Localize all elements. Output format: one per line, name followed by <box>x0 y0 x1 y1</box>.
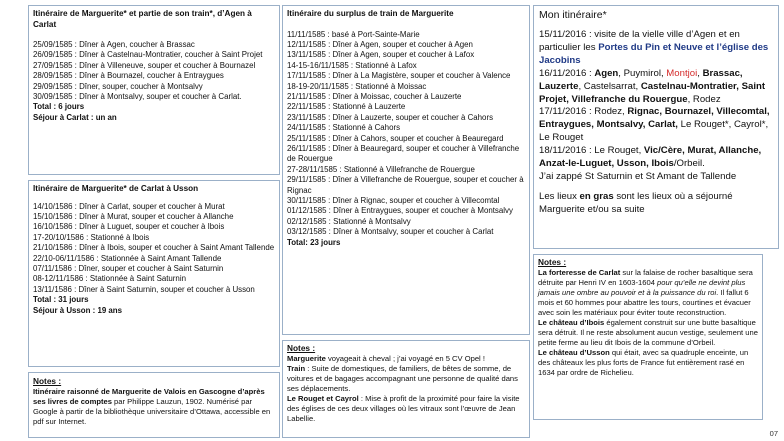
list-item: 11/11/1585 : basé à Port-Sainte-Marie <box>287 29 420 39</box>
note-paragraph <box>287 394 525 424</box>
itinerary-day <box>539 145 773 171</box>
stay-duration: Séjour à Carlat : un an <box>33 112 117 122</box>
itinerary-day <box>539 29 773 68</box>
itinerary-agen-carlat-box <box>28 5 280 175</box>
list-item: 26/11/1585 : Dîner à Beauregard, souper et coucher à Villefranche de Rouergue <box>287 143 522 164</box>
total-days: Total: 23 jours <box>287 237 341 247</box>
separator: , <box>697 67 703 79</box>
note-definition: qui était, avec sa quadruple enceinte, un des châteaux les plus forts de France fut entièrement rasé en 1634 par ordre de Richelieu. <box>538 348 749 378</box>
source-notes-box <box>28 372 280 438</box>
list-item: 02/12/1585 : Stationné à Montsalvy <box>287 216 411 226</box>
list-item: 15/10/1586 : Dîner à Murat, souper et coucher à Allanche <box>33 211 234 221</box>
skipped-places: J’ai zappé St Saturnin et St Amant de Tallende <box>539 170 737 182</box>
castle-notes-box <box>533 254 763 420</box>
highlight-places: Portes du Pin et Neuve et l’église des Jacobins <box>539 41 769 66</box>
itinerary-day <box>539 106 773 145</box>
total-days: Total : 6 jours <box>33 102 85 112</box>
itinerary-day-text: 15/11/2016 : visite de la vielle ville d’Agen et en particulier les <box>539 29 740 53</box>
legend-part: Les lieux <box>539 190 580 202</box>
total-days: Total : 31 jours <box>33 295 89 305</box>
itinerary-day-text: Le Rouget*, Cayrol*, Le Rouget <box>539 119 769 144</box>
list-item: 25/09/1585 : Dîner à Agen, coucher à Brassac <box>33 40 195 49</box>
list-item: 21/11/1585 : Dîner à Moissac, coucher à Lauzerte <box>287 91 462 101</box>
list-item: 27-28/11/1585 : Stationné à Villefranche de Rouergue <box>287 164 475 174</box>
page-number: 07 <box>769 429 778 438</box>
highlight-places: Vic/Cère, Murat, Allanche, Anzat-le-Luguet, Usson, Ibois <box>539 145 762 170</box>
note-term: Marguerite <box>287 353 326 363</box>
my-itinerary-box <box>533 5 779 249</box>
itinerary-day-text: /Orbeil. <box>673 158 705 170</box>
list-item: 01/12/1585 : Dîner à Entraygues, souper et coucher à Montsalvy <box>287 206 513 216</box>
list-item: 29/09/1585 : Dîner, souper, coucher à Montsalvy <box>33 81 203 91</box>
list-item: 08-12/11/1586 : Stationnée à Saint Saturnin <box>33 274 186 284</box>
list-item: 23/11/1585 : Dîner à Lauzerte, souper et coucher à Cahors <box>287 112 494 122</box>
note-definition: : Suite de domestiques, de familiers, de bêtes de somme, de voitures et de bagages accompagnant une personne de qualité dans ses déplacements. <box>287 363 518 393</box>
note-term: Le château d’Usson <box>538 348 610 358</box>
itinerary-day-date: 16/11/2016 : <box>539 67 595 79</box>
itinerary-day-text: , Puymirol, <box>618 67 667 79</box>
list-item: 25/11/1585 : Dîner à Cahors, souper et coucher à Beauregard <box>287 133 504 143</box>
itinerary-surplus-train-box <box>282 5 530 335</box>
legend-bold: en gras <box>579 190 614 202</box>
notes-heading: Notes : <box>33 376 62 386</box>
list-item: 14/10/1586 : Dîner à Carlat, souper et coucher à Murat <box>33 201 225 211</box>
source-details: par Philippe Lauzun, 1902. Numérisé par Google à partir de la bibliothèque universitaire d’Ottawa, accessible en pdf sur Internet. <box>33 396 271 426</box>
itinerary-agen-carlat-title: Itinéraire de Marguerite* et partie de son train*, d’Agen à Carlat <box>33 9 252 29</box>
note-paragraph <box>538 268 758 318</box>
note-paragraph <box>287 364 525 394</box>
note-term: Train <box>287 363 306 373</box>
list-item: 16/10/1586 : Dîner à Luguet, souper et coucher à Ibois <box>33 222 225 232</box>
list-item: 17/11/1585 : Dîner à La Magistère, souper et coucher à Valence <box>287 71 511 81</box>
list-item: 14-15-16/11/1585 : Stationné à Lafox <box>287 60 417 70</box>
my-itinerary-title: Mon itinéraire* <box>539 9 607 21</box>
itinerary-day <box>539 68 773 107</box>
train-notes-box <box>282 340 530 438</box>
notes-heading: Notes : <box>287 343 316 353</box>
list-item: 13/11/1586 : Dîner à Saint Saturnin, souper et coucher à Usson <box>33 284 255 294</box>
list-item: 22/11/1585 : Stationné à Lauzerte <box>287 102 406 112</box>
note-definition: sur la falaise de rocher basaltique sera détruite par Henri IV en 1603-1604 <box>538 267 753 287</box>
highlight-places: Brassac, Lauzerte <box>539 67 743 92</box>
note-paragraph <box>538 318 758 348</box>
note-paragraph <box>538 348 758 378</box>
itinerary-surplus-train-title: Itinéraire du surplus de train de Marguerite <box>287 9 454 18</box>
source-note-text <box>33 387 275 427</box>
list-item: 22/10-06/11/1586 : Stationnée à Saint Amant Tallende <box>33 253 222 263</box>
list-item: 28/09/1585 : Dîner à Bournazel, coucher à Entraygues <box>33 71 224 81</box>
note-definition: . Il fallut 6 mois et 60 hommes pour abattre les tours, courtines et évacuer avec soin les matériaux pour éviter toute reconstruction. <box>538 287 751 317</box>
note-definition: voyageait à cheval ; j’ai voyagé en 5 CV Opel ! <box>325 353 485 363</box>
list-item: 17-20/10/1586 : Stationné à Ibois <box>33 232 150 242</box>
list-item: 21/10/1586 : Dîner à Ibois, souper et coucher à Saint Amant Tallende <box>33 243 275 253</box>
legend-part: sont les lieux où a séjourné Marguerite et/ou sa suite <box>539 190 733 215</box>
list-item: 26/09/1585 : Dîner à Castelnau-Montratier, coucher à Saint Projet <box>33 50 263 60</box>
highlight-places: Rignac, Bournazel, Villecomtal, Entraygues, Montsalvy, Carlat, <box>539 106 770 131</box>
source-title: Itinéraire raisonné de Marguerite de Valois en Gascogne d’après ses livres de comptes <box>33 386 265 406</box>
stay-duration: Séjour à Usson : 19 ans <box>33 305 123 315</box>
list-item: 13/11/1585 : Dîner à Agen, souper et coucher à Lafox <box>287 50 475 60</box>
itinerary-day-text: , Castelsarrat, <box>578 80 641 92</box>
notes-heading: Notes : <box>538 257 567 267</box>
note-term: Le Rouget et Cayrol <box>287 393 359 403</box>
list-item: 30/11/1585 : Dîner à Rignac, souper et coucher à Villecomtal <box>287 196 500 205</box>
note-quote: pour qu’elle ne devint plus jamais une ombre au pouvoir et à la puissance du roi <box>538 277 746 297</box>
itinerary-carlat-usson-title: Itinéraire de Marguerite* de Carlat à Usson <box>33 184 199 193</box>
list-item: 30/09/1585 : Dîner à Montsalvy, souper et coucher à Carlat. <box>33 92 242 102</box>
place-agen: Agen <box>594 67 619 79</box>
highlight-places: Castelnau-Montratier, Saint Projet, Villefranche du Rouergue <box>539 80 766 105</box>
itinerary-day-text: , Rodez <box>687 93 721 105</box>
note-definition: également construit sur une butte basaltique sera détruit. Il ne reste absolument aucun vestige, seulement une petite ferme au lieu dit Ibois de la commune d’Orbeil. <box>538 317 758 348</box>
itinerary-carlat-usson-box <box>28 180 280 367</box>
list-item: 07/11/1586 : Dîner, souper et coucher à Saint Saturnin <box>33 263 224 273</box>
list-item: 03/12/1585 : Dîner à Montsalvy, souper et coucher à Carlat <box>287 227 494 237</box>
list-item: 18-19-20/11/1585 : Stationné à Moissac <box>287 81 427 91</box>
place-montjoi: Montjoi <box>666 67 698 79</box>
list-item: 29/11/1585 : Dîner à Villefranche de Rouergue, souper et coucher à Rignac <box>287 175 526 195</box>
note-term: La forteresse de Carlat <box>538 267 621 277</box>
itinerary-day-date: 18/11/2016 : Le Rouget, <box>539 145 644 157</box>
legend-text <box>539 191 773 217</box>
list-item: 12/11/1585 : Dîner à Agen, souper et coucher à Agen <box>287 39 473 49</box>
note-paragraph <box>287 354 525 364</box>
note-term: Le château d’Ibois <box>538 317 605 327</box>
list-item: 27/09/1585 : Dîner à Villeneuve, souper et coucher à Bournazel <box>33 60 256 70</box>
itinerary-day-date: 17/11/2016 : Rodez, <box>539 106 628 118</box>
list-item: 24/11/1585 : Stationné à Cahors <box>287 123 401 133</box>
note-definition: : Mise à profit de la proximité pour faire la visite des églises de ces deux villages où les vitraux sont l’œuvre de Jean Labellie. <box>287 393 520 424</box>
